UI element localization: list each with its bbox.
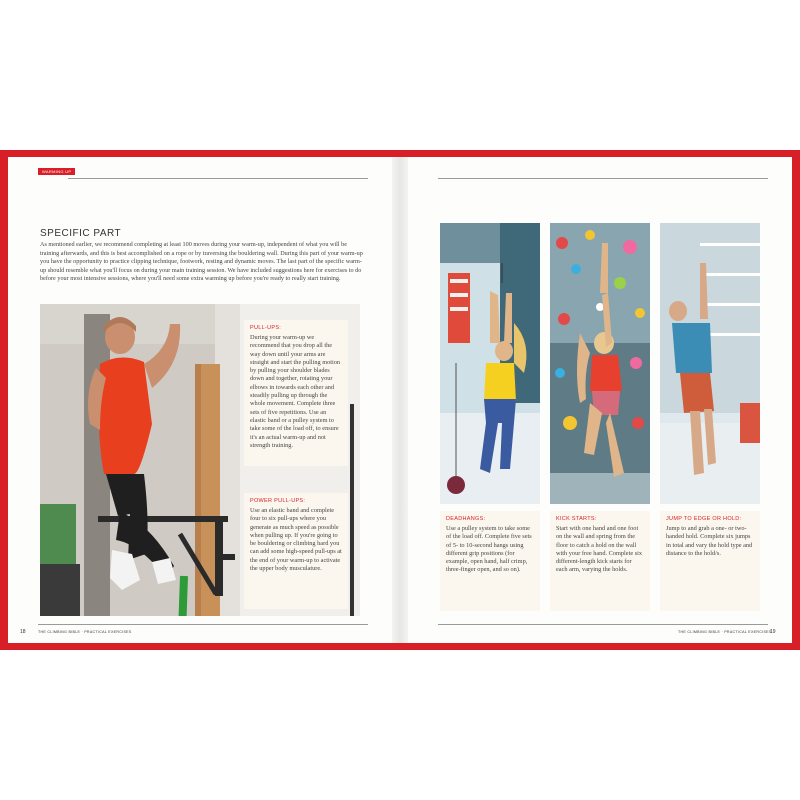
pull-ups-box <box>244 320 348 466</box>
kick-starts-text: Start with one hand and one foot on the wall and spring from the floor to catch a hold on the wall with your free hand. Complete six different-length kick starts for each arm, varying the holds. <box>556 525 643 574</box>
deadhangs-title: DEADHANGS: <box>446 516 486 522</box>
page-number: 19 <box>770 629 776 635</box>
jump-to-edge-title: JUMP TO EDGE OR HOLD: <box>666 516 742 522</box>
running-footer: THE CLIMBING BIBLE · PRACTICAL EXERCISES <box>678 630 772 634</box>
pull-ups-title: PULL-UPS: <box>250 325 282 331</box>
kick-starts-title: KICK STARTS: <box>556 516 597 522</box>
header-rule <box>438 178 768 179</box>
section-heading: SPECIFIC PART <box>40 228 122 239</box>
right-page <box>408 157 792 643</box>
intro-paragraph: As mentioned earlier, we recommend completing at least 100 moves during your warm-up, independent of what you will be training afterwards, and this is best accomplished on a rope or by traversing the bouldering wall. During this part of your warm-up you have the opportunity to practice clipping technique, footwork, resting and dynamic moves. The last part of the specific warm-up should resemble what you'll focus on during your main training session. We have included suggestions here for exercises to do before your most intensive sessions, where you'll need some extra warming up before you're ready to really start training. <box>40 241 363 283</box>
section-tag: WARMING UP <box>38 168 75 175</box>
left-page <box>8 157 392 643</box>
deadhang-pulley-photo <box>440 223 540 504</box>
gutter <box>392 157 408 643</box>
running-footer: THE CLIMBING BIBLE · PRACTICAL EXERCISES <box>38 630 132 634</box>
pull-ups-text: During your warm-up we recommend that you drop all the way down until your arms are straight and start the pulling motion by pulling your shoulder blades down and together, rotating your elbows in towards each other and steadily pulling up through the whole movement. Complete three sets of five repetitions. Use an elastic band or a pulley system to take some of the load off, to ensure it's an actual warm-up and not strength training. <box>250 334 341 449</box>
kick-starts-box <box>550 511 650 611</box>
power-pull-ups-title: POWER PULL-UPS: <box>250 498 306 504</box>
power-pull-ups-text: Use an elastic band and complete four to six pull-ups where you generate as much speed as possible when pulling up. If you're going to be bouldering or climbing hard you can add some high-speed pull-ups at the end of your warm-up to activate the upper body musculature. <box>250 507 342 573</box>
page-number: 18 <box>20 629 26 635</box>
header-rule <box>68 178 368 179</box>
jump-to-edge-photo <box>660 223 760 504</box>
jump-to-edge-box <box>660 511 760 611</box>
jump-to-edge-text: Jump to and grab a one- or two-handed hold. Complete six jumps in total and vary the hold type and distance to the hold/s. <box>666 525 753 557</box>
power-pull-ups-box <box>244 493 348 609</box>
kick-start-bouldering-wall-photo <box>550 223 650 504</box>
footer-rule <box>438 624 768 625</box>
deadhangs-box <box>440 511 540 611</box>
book-spread <box>0 150 800 650</box>
deadhangs-text: Use a pulley system to take some of the load off. Complete five sets of 5- to 10-second hangs using different grip positions (for example, open hand, half crimp, three-finger open, and so on). <box>446 525 532 574</box>
footer-rule <box>38 624 368 625</box>
